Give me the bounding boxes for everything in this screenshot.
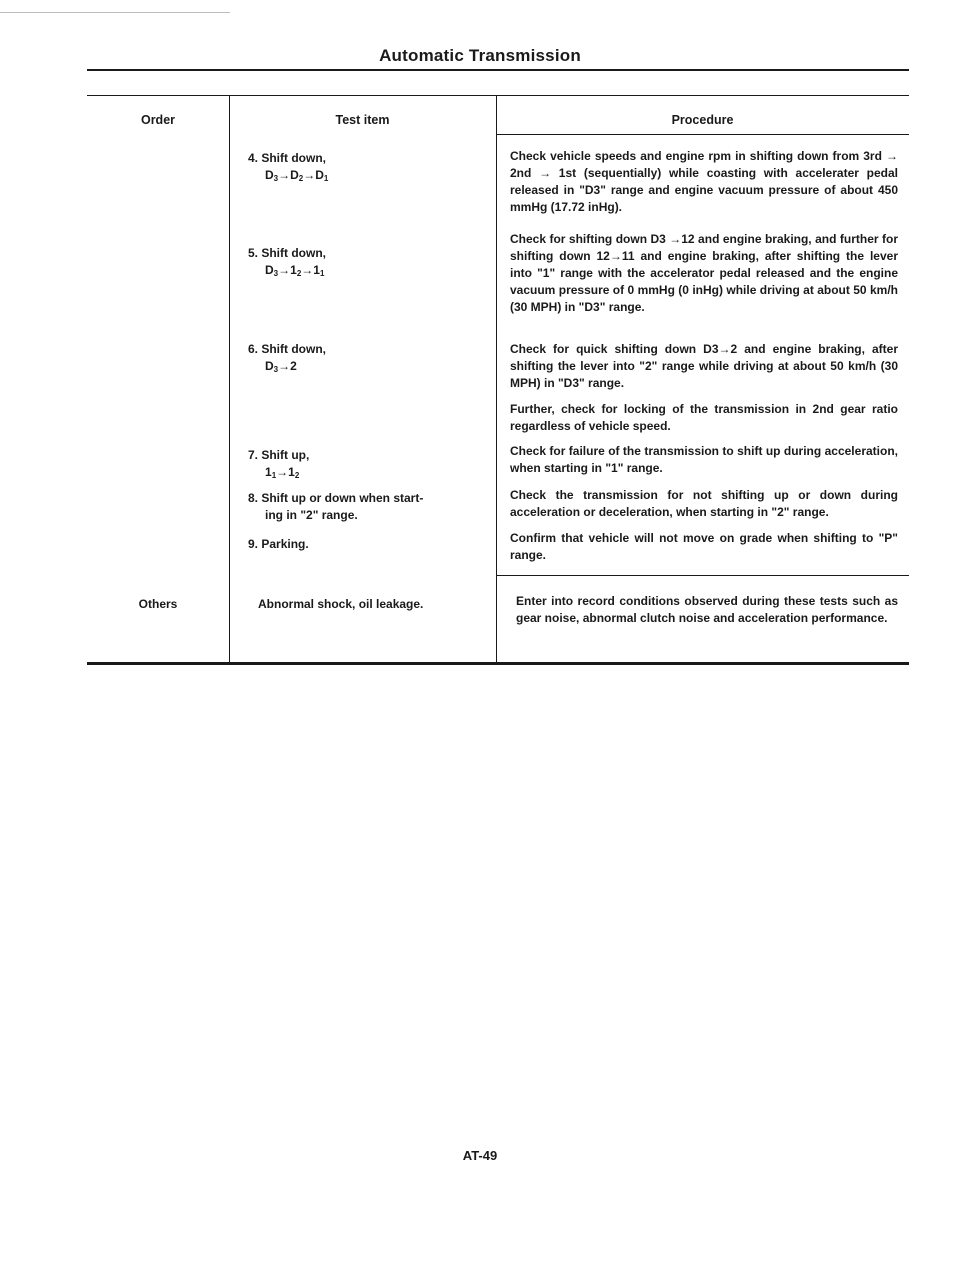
test-item-6: 6. Shift down, $D_3\to 2$ [248, 342, 326, 374]
table-top-rule [87, 95, 909, 96]
column-divider-2 [496, 95, 497, 663]
procedure-8: Check the transmission for not shifting up or down during acceleration or deceleration, when starting in "2" range. [510, 488, 898, 519]
procedure-others: Enter into record conditions observed during these tests such as gear noise, abnormal clutch noise and acceleration performance. [516, 594, 898, 625]
procedure-9: Confirm that vehicle will not move on grade when shifting to "P" range. [510, 531, 898, 562]
page-title: Automatic Transmission [379, 46, 581, 65]
column-header-procedure: Procedure [671, 113, 734, 127]
procedure-4: Check vehicle speeds and engine rpm in shifting down from 3rd → 2nd → 1st (sequentially) while coasting with accelerater pedal released in "D3" range and engine vacuum pressure of about 450 mmHg (17.72 inHg). [510, 149, 898, 214]
page-number: AT-49 [462, 1148, 498, 1163]
header-underline [496, 134, 909, 135]
table-bottom-rule [87, 662, 909, 665]
procedure-5: Check for shifting down D3 →12 and engine braking, and further for shifting down 12→11 and engine braking, after shifting the lever into "1" range with the accelerator pedal released and the engine vacuum pressure of 0 mmHg (0 inHg) while driving at about 50 km/h (30 MPH) in "D3" range. [510, 232, 898, 314]
procedure-6-note: Further, check for locking of the transmission in 2nd gear ratio regardless of vehicle speed. [510, 402, 898, 433]
column-header-order: Order [140, 113, 176, 127]
test-item-others: Abnormal shock, oil leakage. [258, 597, 424, 611]
section-divider [496, 575, 909, 576]
procedure-7: Check for failure of the transmission to shift up during acceleration, when starting in "1" range. [510, 444, 898, 475]
order-others: Others [138, 597, 178, 611]
test-item-9: 9. Parking. [248, 537, 309, 551]
title-rule [87, 69, 909, 71]
test-item-5: 5. Shift down, $D_3\to 1_2\to 1_1$ [248, 246, 326, 278]
test-item-8: 8. Shift up or down when start- ing in "2" range. [248, 491, 424, 522]
scan-edge-mark [0, 12, 230, 13]
procedure-6: Check for quick shifting down D3→2 and engine braking, after shifting the lever into "2" range while driving at about 50 km/h (30 MPH) in "D3" range. [510, 342, 898, 390]
column-header-test-item: Test item [335, 113, 390, 127]
test-item-4: 4. Shift down, $D_3\to D_2\to D_1$ [248, 151, 329, 183]
column-divider-1 [229, 95, 230, 663]
test-item-7: 7. Shift up, $1_1\to 1_2$ [248, 448, 310, 480]
